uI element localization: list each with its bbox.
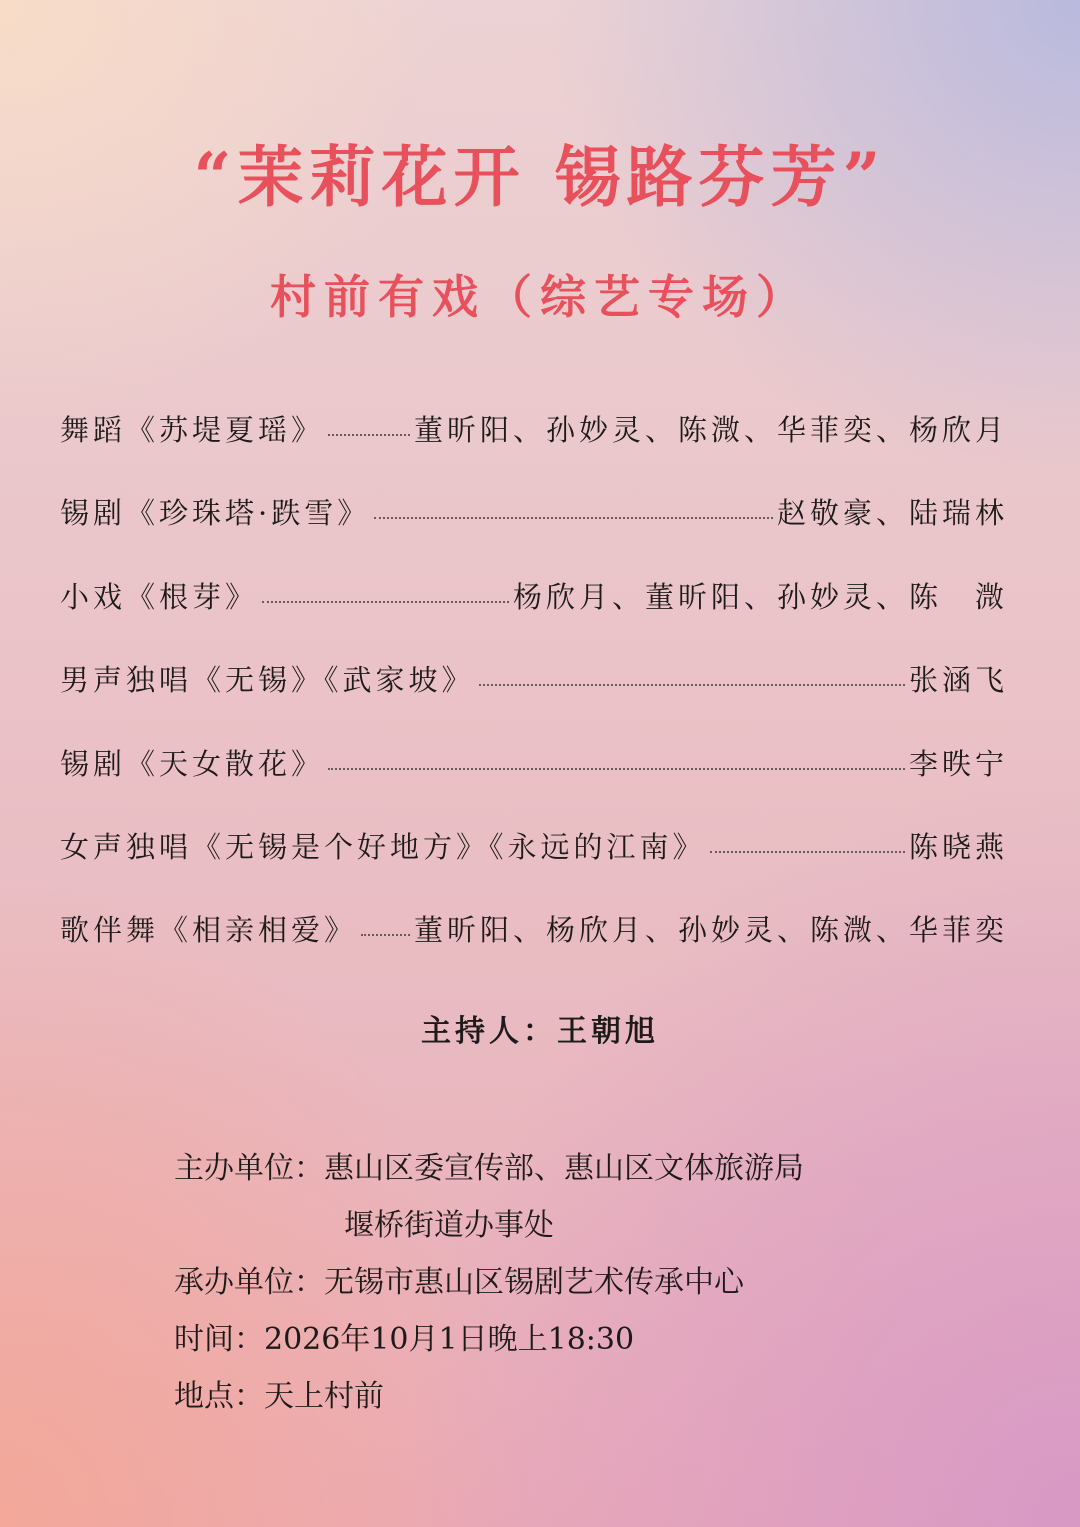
program-item [60, 742, 1008, 825]
dotted-leader [262, 601, 509, 603]
program-performers: 李昳宁 [908, 746, 1008, 781]
host-line: 主持人：王朝旭 [421, 1014, 659, 1049]
program-performers: 董昕阳、杨欣月、孙妙灵、陈溦、华菲奕 [413, 913, 1008, 948]
program-item [60, 408, 1008, 491]
program-performers: 陈晓燕 [908, 829, 1008, 864]
dotted-leader [710, 851, 905, 853]
program-piece: 歌伴舞《相亲相爱》 [60, 913, 358, 948]
dotted-leader [328, 768, 905, 770]
program-item [60, 825, 1008, 908]
program-item [60, 658, 1008, 741]
program-performers: 董昕阳、孙妙灵、陈溦、华菲奕、杨欣月 [413, 413, 1008, 447]
program-piece: 锡剧《珍珠塔·跌雪》 [60, 496, 371, 531]
organizer-line-continued: 堰桥街道办事处 [344, 1208, 554, 1243]
program-piece: 锡剧《天女散花》 [60, 746, 325, 781]
organizer-line: 主办单位：惠山区委宣传部、惠山区文体旅游局 [174, 1151, 804, 1186]
program-list [60, 408, 1008, 992]
program-piece: 舞蹈《苏堤夏瑶》 [60, 413, 325, 447]
program-performers: 张涵飞 [908, 663, 1008, 698]
program-item [60, 575, 1008, 658]
undertaker-line: 承办单位：无锡市惠山区锡剧艺术传承中心 [174, 1265, 744, 1300]
dotted-leader [374, 517, 773, 519]
program-performers: 赵敬豪、陆瑞林 [776, 496, 1008, 531]
poster-title: “茉莉花开 锡路芬芳” [193, 138, 887, 216]
program-item [60, 491, 1008, 574]
poster-subtitle: 村前有戏（综艺专场） [270, 270, 810, 324]
program-piece: 男声独唱《无锡》《武家坡》 [60, 663, 475, 698]
program-performers: 杨欣月、董昕阳、孙妙灵、陈 溦 [512, 579, 1008, 614]
time-line: 时间：2026年10月1日晚上18:30 [174, 1322, 635, 1357]
place-line: 地点：天上村前 [174, 1379, 384, 1414]
program-piece: 女声独唱《无锡是个好地方》《永远的江南》 [60, 829, 706, 864]
program-item [60, 908, 1008, 991]
program-piece: 小戏《根芽》 [60, 579, 259, 614]
dotted-leader [328, 434, 410, 436]
dotted-leader [479, 684, 905, 686]
event-info [174, 1140, 804, 1425]
dotted-leader [361, 934, 410, 936]
